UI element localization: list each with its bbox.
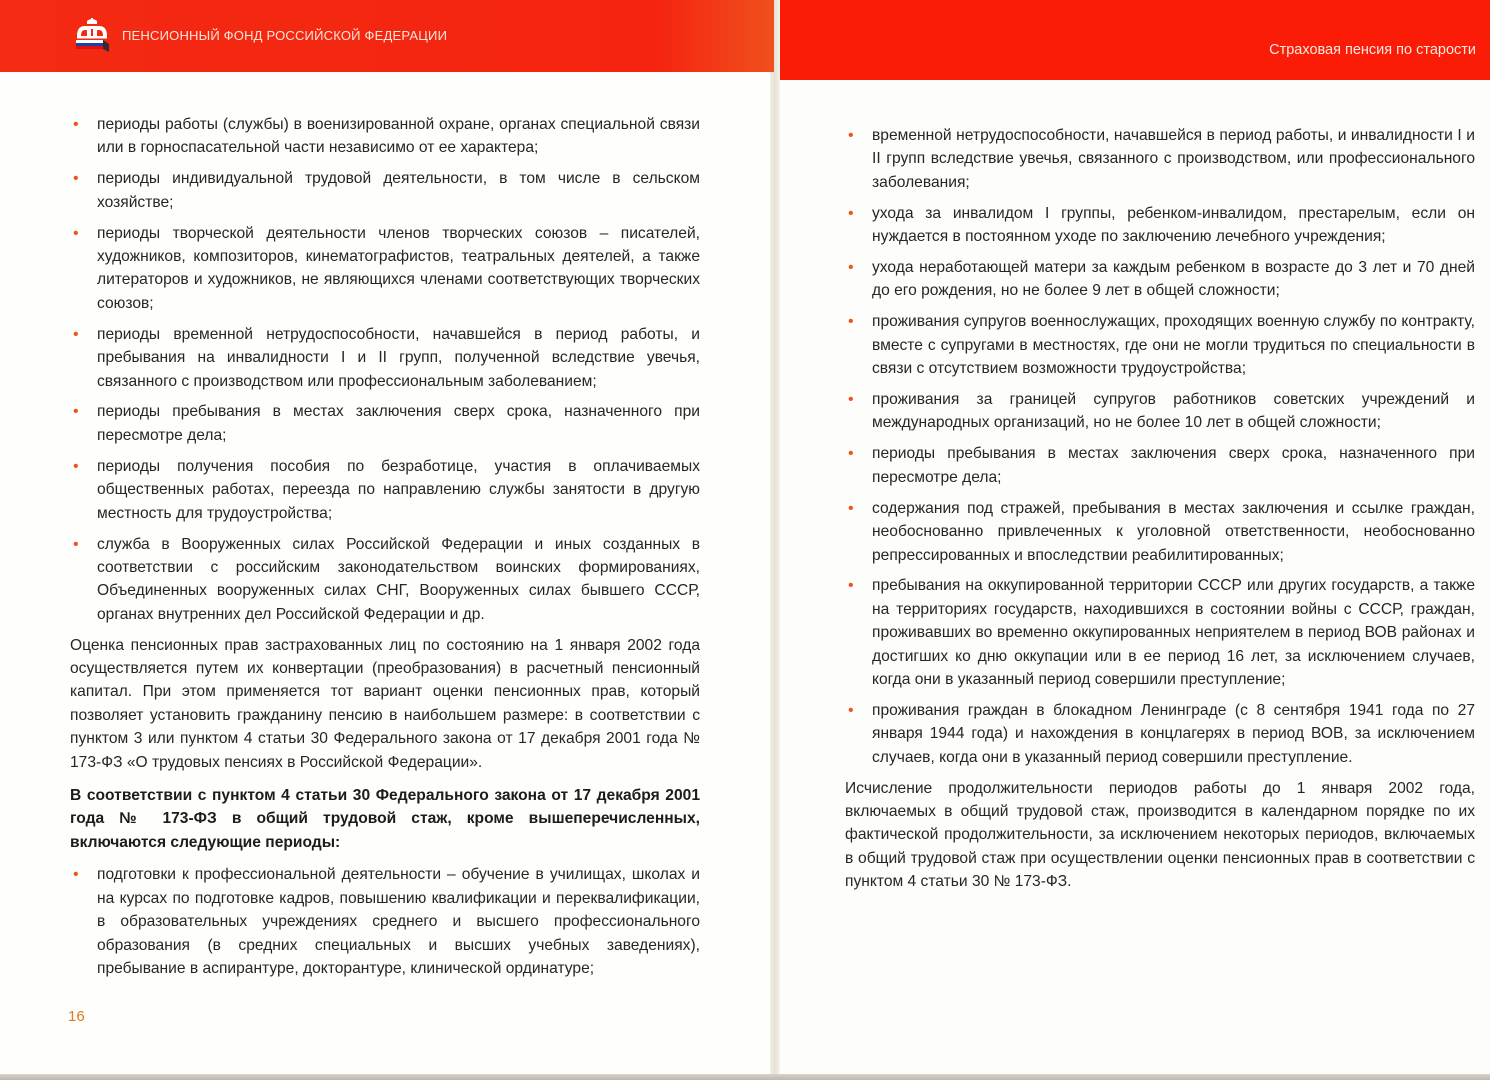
list-item: • временной нетрудоспособности, начавшейся в период работы, и инвалидности I и II групп вследствие увечья, связанного с производством, или профессионального заболевания; [845,124,1475,194]
left-column [70,113,700,988]
list-item: • периоды получения пособия по безработице, участия в оплачиваемых общественных работах, переезда по направлению службы занятости в другую местность для трудоустройства; [70,455,700,525]
list-item: • периоды индивидуальной трудовой деятельности, в том числе в сельском хозяйстве; [70,167,700,214]
bullet-icon: • [848,701,854,719]
bullet-icon: • [848,204,854,222]
list-item: • периоды творческой деятельности членов творческих союзов – писателей, художников, композиторов, кинематографистов, театральных деятелей, а также литераторов и художников, не являющихся членами соответствующих творческих союзов; [70,222,700,316]
right-bullet-list [845,124,1475,769]
list-item: • пребывания на оккупированной территории СССР или других государств, а также на территориях государств, находившихся в состоянии войны с СССР, граждан, проживавших во временно оккупированных неприятелем в период ВОВ районах и достигших ко дню оккупации или в ее период 16 лет, за исключением случаев, когда они в указанный период совершили преступление; [845,574,1475,691]
bullet-icon: • [73,866,79,884]
right-column [845,124,1475,904]
left-bullet-list-top [70,113,700,626]
bullet-icon: • [848,127,854,144]
bullet-icon: • [848,259,854,277]
left-bullet-list-bottom [70,863,700,980]
bullet-icon: • [73,224,79,242]
right-header-bar [780,0,1490,80]
calculation-paragraph: Исчисление продолжительности периодов работы до 1 января 2002 года, включаемых в общий трудовой стаж, производится в календарном порядке по их фактической продолжительности, за исключением некоторых периодов, включаемых в общий трудовой стаж при осуществлении оценки пенсионных прав в соответствии с пунктом 4 статьи 30 № 173-ФЗ. [845,779,1475,891]
list-item: • периоды временной нетрудоспособности, начавшейся в период работы, и пребывания на инвалидности I и II групп, полученной вследствие увечья, связанного с производством или профессиональным заболеванием; [70,323,700,393]
list-item: • служба в Вооруженных силах Российской Федерации и иных созданных в соответствии с российским законодательством воинских формированиях, Объединенных вооруженных силах СНГ, Вооруженных силах бывшего СССР, органах внутренних дел Российской Федерации и др. [70,533,700,627]
list-item: • периоды пребывания в местах заключения сверх срока, назначенного при пересмотре дела; [70,400,700,447]
list-item: • проживания супругов военнослужащих, проходящих военную службу по контракту, вместе с супругами в местностях, где они не могли трудиться по специальности в связи с отсутствием возможности трудоустройства; [845,310,1475,380]
pension-rights-paragraph: Оценка пенсионных прав застрахованных лиц по состоянию на 1 января 2002 года осуществляется путем их конвертации (преобразования) в расчетный пенсионный капитал. При этом применяется тот вариант оценки пенсионных прав, который позволяет установить гражданину пенсию в наибольшем размере: в соответствии с пунктом 3 или пунктом 4 статьи 30 Федерального закона от 17 декабря 2001 года № 173-ФЗ «О трудовых пенсиях в Российской Федерации». [70,636,700,771]
page-number: 16 [68,1008,85,1025]
bullet-icon: • [73,457,79,475]
list-item: • периоды пребывания в местах заключения сверх срока, назначенного при пересмотре дела; [845,442,1475,489]
list-item: • ухода неработающей матери за каждым ребенком в возрасте до 3 лет и 70 дней до его рождения, но не более 9 лет в общей сложности; [845,256,1475,303]
bullet-icon: • [848,391,854,409]
list-item: • подготовки к профессиональной деятельности – обучение в училищах, школах и на курсах по подготовке кадров, повышению квалификации и переквалификации, в образовательных учреждениях среднего и высшего профессионального образования (в средних специальных и высших учебных заведениях), пребывание в аспирантуре, докторантуре, клинической ординатуре; [70,863,700,980]
bullet-icon: • [848,577,854,595]
bullet-icon: • [848,499,854,517]
bullet-icon: • [73,403,79,421]
book-gutter [770,0,780,1080]
list-item: • периоды работы (службы) в военизированной охране, органах специальной связи или в горноспасательной части независимо от ее характера; [70,113,700,160]
list-item: • ухода за инвалидом I группы, ребенком-инвалидом, престарелым, если он нуждается в постоянном уходе по заключению лечебного учреждения; [845,202,1475,249]
bullet-icon: • [848,313,854,331]
bullet-icon: • [73,170,79,188]
list-item: • проживания за границей супругов работников советских учреждений и международных организаций, но не более 10 лет в общей сложности; [845,388,1475,435]
bullet-icon: • [73,535,79,553]
pfr-logo-icon [73,18,111,54]
list-item: • проживания граждан в блокадном Ленинграде (с 8 сентября 1941 года по 27 января 1944 года) и нахождения в концлагерях в период ВОВ, за исключением случаев, когда они в указанный период совершили преступление. [845,699,1475,769]
bullet-icon: • [848,445,854,463]
bold-lead-paragraph: В соответствии с пунктом 4 статьи 30 Федерального закона от 17 декабря 2001 года № 173-ФЗ в общий трудовой стаж, кроме вышеперечисленных, включаются следующие периоды: [70,787,700,851]
list-item: • содержания под стражей, пребывания в местах заключения и ссылке граждан, необоснованно привлеченных к уголовной ответственности, необоснованно репрессированных и впоследствии реабилитированных; [845,497,1475,567]
section-title: Страховая пенсия по старости [1269,42,1476,58]
left-header-bar [0,0,774,72]
bullet-icon: • [73,116,79,133]
bullet-icon: • [73,325,79,343]
organization-name: ПЕНСИОННЫЙ ФОНД РОССИЙСКОЙ ФЕДЕРАЦИИ [122,28,448,43]
page-bottom-edge [0,1074,1490,1080]
